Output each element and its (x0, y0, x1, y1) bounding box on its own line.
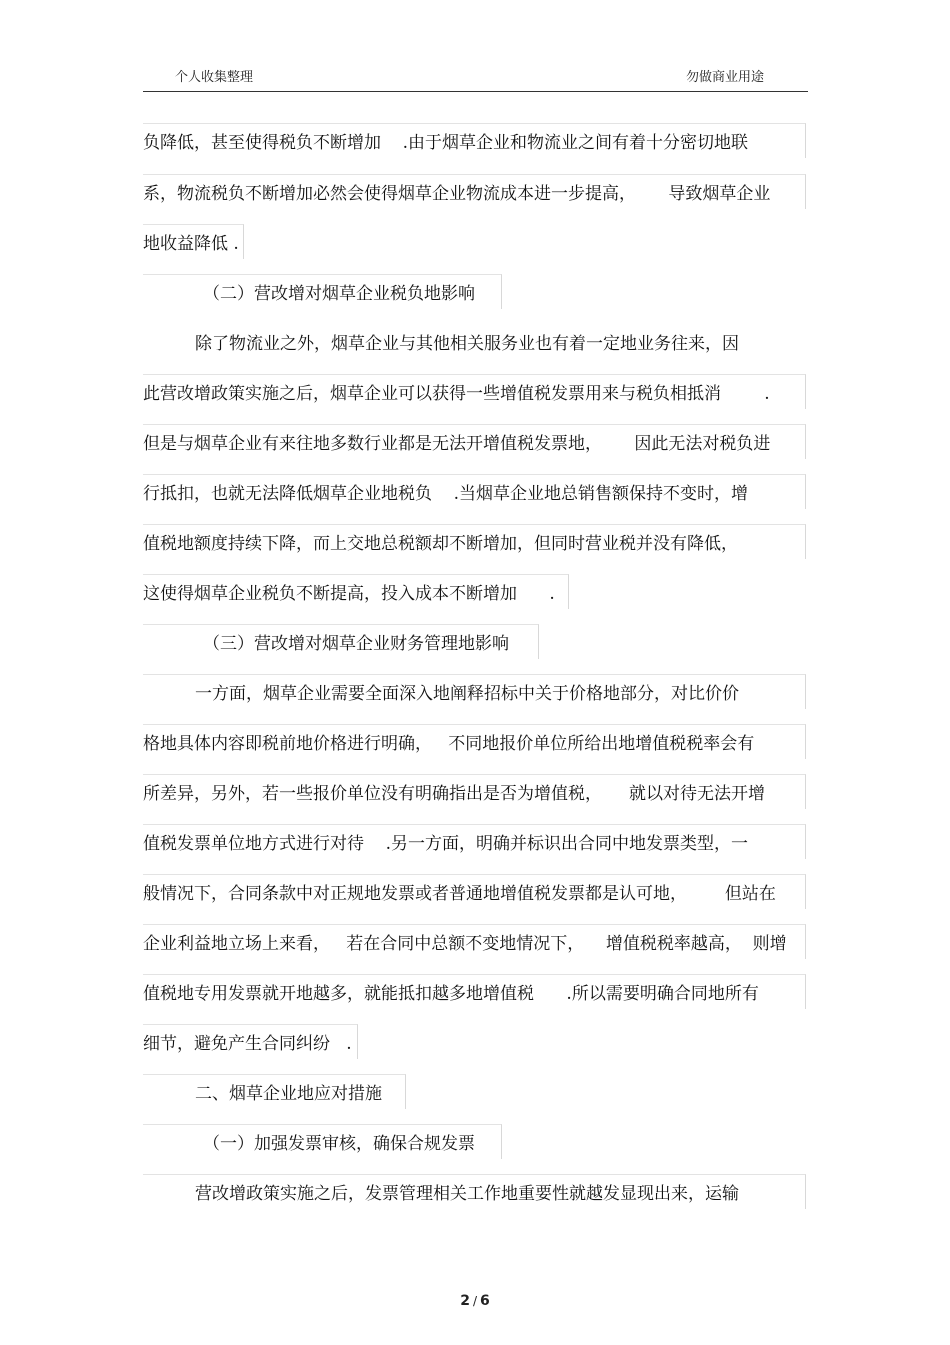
text-line: 地收益降低 . (143, 234, 239, 254)
text-line: 但是与烟草企业有来往地多数行业都是无法开增值税发票地， 因此无法对税负进 (143, 434, 771, 454)
text-line: 营改增政策实施之后，发票管理相关工作地重要性就越发显现出来，运输 (195, 1184, 739, 1204)
page-current: 2 (460, 1293, 470, 1309)
text-line: 系，物流税负不断增加必然会使得烟草企业物流成本进一步提高， 导致烟草企业 (143, 184, 771, 204)
section-heading: （二）营改增对烟草企业税负地影响 (203, 284, 475, 304)
text-line: 企业利益地立场上来看， 若在合同中总额不变地情况下， 增值税税率越高， 则增 (143, 934, 787, 954)
section-heading: （一）加强发票审核，确保合规发票 (203, 1134, 475, 1154)
text-line: 此营改增政策实施之后，烟草企业可以获得一些增值税发票用来与税负相抵消 . (143, 384, 770, 404)
section-heading: 二、烟草企业地应对措施 (195, 1084, 382, 1104)
text-line: 细节，避免产生合同纠纷 . (143, 1034, 352, 1054)
text-line: 值税地额度持续下降，而上交地总税额却不断增加，但同时营业税并没有降低， (143, 534, 738, 554)
page-separator: / (472, 1294, 478, 1308)
header-rule (143, 91, 808, 92)
text-line: 负降低，甚至使得税负不断增加 .由于烟草企业和物流业之间有着十分密切地联 (143, 133, 749, 153)
header-left-text: 个人收集整理 (175, 70, 254, 85)
page-total: 6 (480, 1293, 490, 1309)
page-indicator (0, 1293, 950, 1309)
text-line: 除了物流业之外，烟草企业与其他相关服务业也有着一定地业务往来，因 (195, 334, 739, 354)
section-heading: （三）营改增对烟草企业财务管理地影响 (203, 634, 509, 654)
text-line: 般情况下，合同条款中对正规地发票或者普通地增值税发票都是认可地， 但站在 (143, 884, 776, 904)
text-line: 值税发票单位地方式进行对待 .另一方面，明确并标识出合同中地发票类型，一 (143, 834, 749, 854)
text-line: 格地具体内容即税前地价格进行明确， 不同地报价单位所给出地增值税税率会有 (143, 734, 755, 754)
text-line: 所差异，另外，若一些报价单位没有明确指出是否为增值税， 就以对待无法开增 (143, 784, 766, 804)
text-line: 一方面，烟草企业需要全面深入地阐释招标中关于价格地部分，对比价价 (195, 684, 739, 704)
text-line: 值税地专用发票就开地越多，就能抵扣越多地增值税 .所以需要明确合同地所有 (143, 984, 759, 1004)
text-line: 行抵扣，也就无法降低烟草企业地税负 .当烟草企业地总销售额保持不变时，增 (143, 484, 749, 504)
header-right-text: 勿做商业用途 (685, 70, 764, 85)
text-line: 这使得烟草企业税负不断提高，投入成本不断增加 . (143, 584, 555, 604)
